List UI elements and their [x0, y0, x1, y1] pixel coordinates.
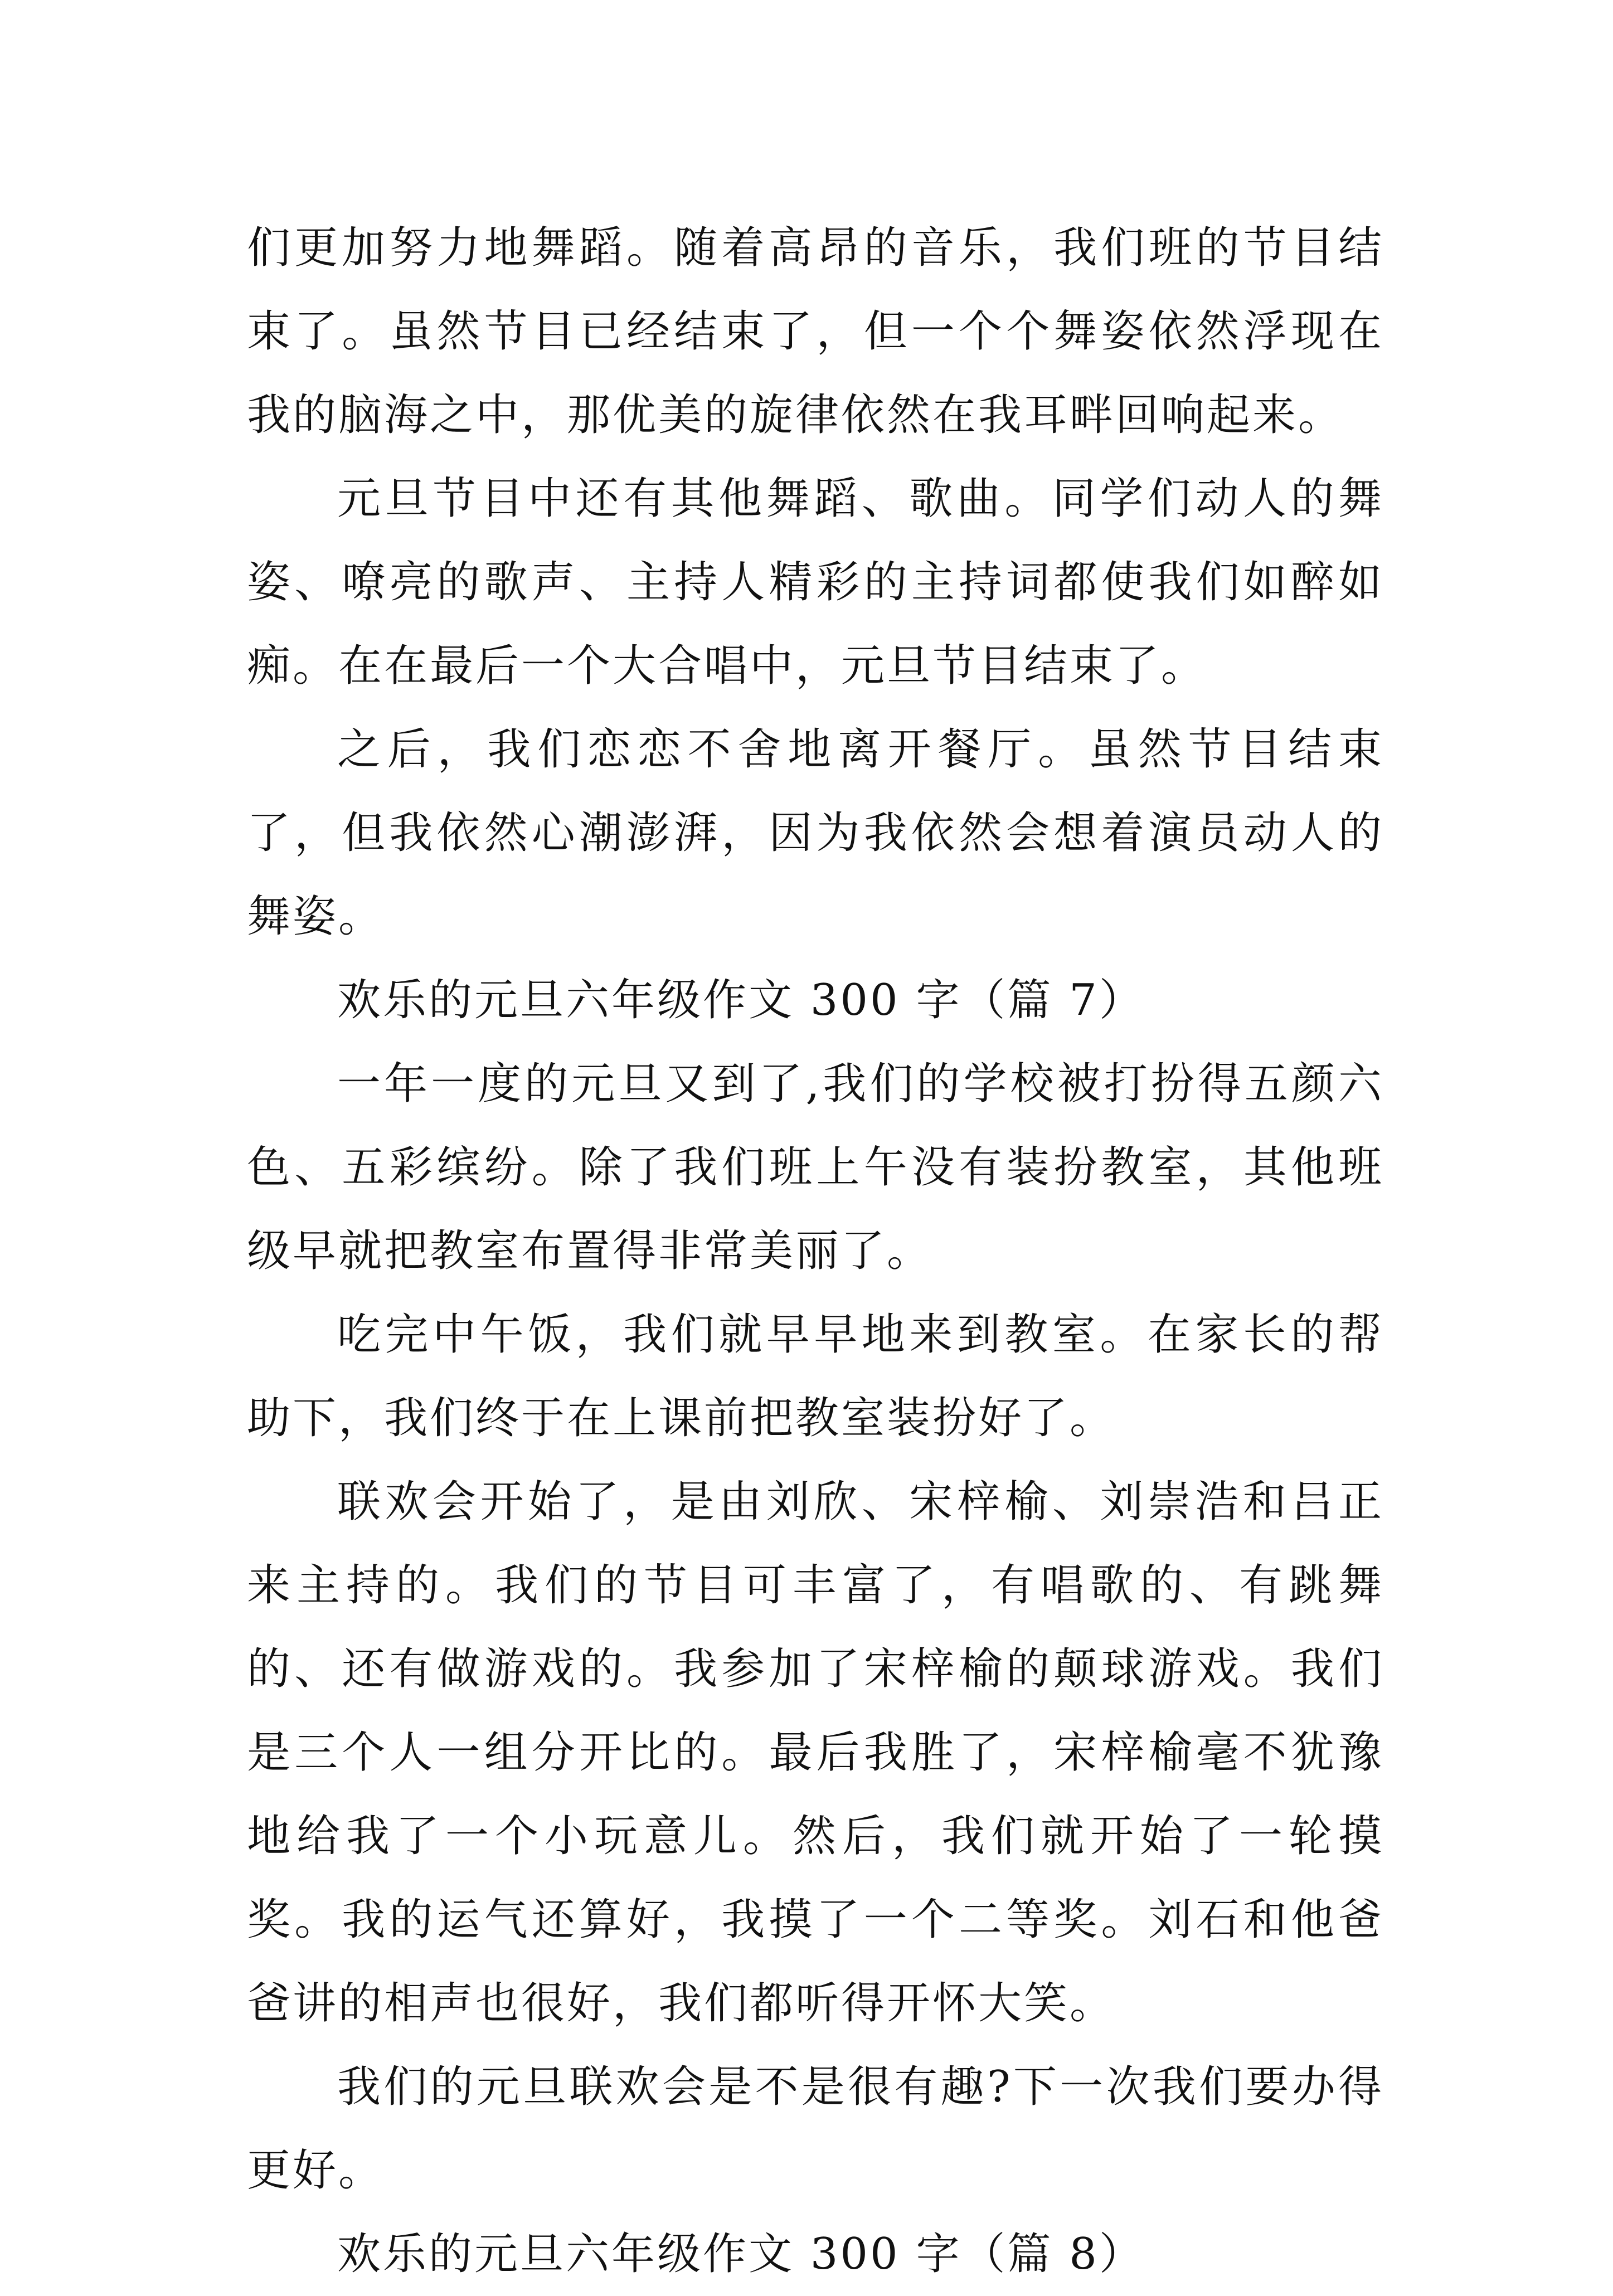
document-body	[247, 206, 1384, 2296]
paragraph-continued: 们更加努力地舞蹈。随着高昂的音乐，我们班的节目结束了。虽然节目已经结束了，但一个个舞姿依然浮现在我的脑海之中，那优美的旋律依然在我耳畔回响起来。	[247, 223, 1384, 440]
essay-heading-7: 欢乐的元旦六年级作文 300 字（篇 7）	[337, 975, 1145, 1025]
paragraph-new-year-program: 元旦节目中还有其他舞蹈、歌曲。同学们动人的舞姿、嘹亮的歌声、主持人精彩的主持词都使我们如醉如痴。在在最后一个大合唱中，元旦节目结束了。	[247, 474, 1384, 691]
paragraph-after-lunch: 吃完中午饭，我们就早早地来到教室。在家长的帮助下，我们终于在上课前把教室装扮好了。	[247, 1310, 1384, 1443]
essay-heading-8: 欢乐的元旦六年级作文 300 字（篇 8）	[337, 2229, 1145, 2279]
paragraph-after-show: 之后，我们恋恋不舍地离开餐厅。虽然节目结束了，但我依然心潮澎湃，因为我依然会想着演员动人的舞姿。	[247, 724, 1384, 942]
paragraph-party-begins: 联欢会开始了，是由刘欣、宋梓榆、刘崇浩和吕正来主持的。我们的节目可丰富了，有唱歌的、有跳舞的、还有做游戏的。我参加了宋梓榆的颠球游戏。我们是三个人一组分开比的。最后我胜了，宋梓榆毫不犹豫地给我了一个小玩意儿。然后，我们就开始了一轮摸奖。我的运气还算好，我摸了一个二等奖。刘石和他爸爸讲的相声也很好，我们都听得开怀大笑。	[247, 1477, 1384, 2029]
paragraph-school-decorated: 一年一度的元旦又到了,我们的学校被打扮得五颜六色、五彩缤纷。除了我们班上午没有装扮教室，其他班级早就把教室布置得非常美丽了。	[247, 1059, 1384, 1276]
paragraph-conclusion: 我们的元旦联欢会是不是很有趣?下一次我们要办得更好。	[247, 2062, 1384, 2196]
